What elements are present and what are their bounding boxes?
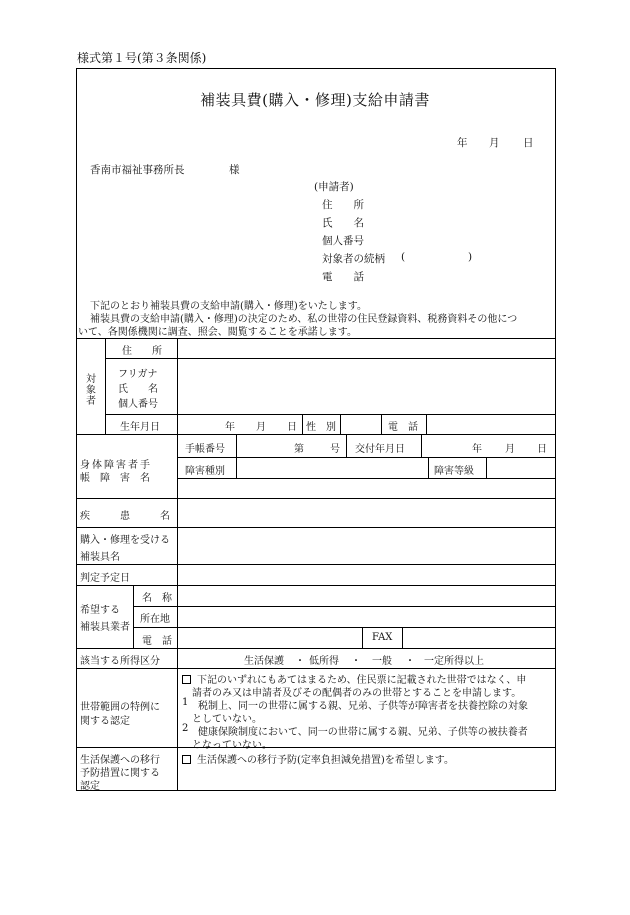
addressee-name: 香南市福祉事務所長 — [90, 164, 185, 176]
table-rule — [381, 414, 382, 434]
device-label-line-2: 補装具名 — [80, 552, 120, 563]
subject-personal-number-label: 個人番号 — [118, 399, 158, 410]
form-title: 補装具費(購入・修理)支給申請書 — [200, 91, 430, 109]
vendor-fax-label: FAX — [372, 632, 393, 643]
table-rule — [402, 627, 403, 648]
applicant-address-label: 住 所 — [322, 199, 364, 211]
disability-type-label: 障害種別 — [185, 466, 225, 477]
issue-date-label: 交付年月日 — [355, 444, 405, 455]
table-rule — [105, 358, 556, 359]
income-option-welfare: 生活保護 — [244, 656, 284, 667]
date-month-label: 月 — [489, 137, 500, 149]
income-separator: ・ — [405, 656, 415, 667]
table-rule — [486, 457, 487, 478]
table-rule — [76, 648, 556, 649]
subject-sex-label: 性 別 — [306, 422, 336, 433]
device-label-line-1: 購入・修理を受ける — [80, 535, 170, 546]
table-rule — [177, 338, 178, 791]
table-rule — [133, 585, 134, 648]
table-rule — [76, 668, 556, 669]
statement-line-3: いて、各関係機関に調査、照会、閲覧することを承諾します。 — [78, 327, 357, 338]
subject-furigana-label: フリガナ — [118, 369, 158, 380]
applicant-personal-number-label: 個人番号 — [322, 235, 364, 247]
handbook-number-label: 手帳番号 — [185, 444, 225, 455]
household-label-line-1: 世帯範囲の特例に — [80, 702, 160, 713]
date-year-label: 年 — [457, 137, 468, 149]
household-item-2-line-2: となっていない。 — [192, 740, 272, 751]
subject-address-label: 住 所 — [122, 346, 162, 357]
applicant-relationship-open: ( — [401, 251, 406, 263]
statement-line-1: 下記のとおり補装具費の支給申請(購入・修理)をいたします。 — [90, 301, 368, 312]
subject-label-1: 対 — [86, 374, 96, 385]
table-rule — [362, 627, 363, 648]
birth-day-label: 日 — [287, 422, 297, 433]
income-option-high: 一定所得以上 — [424, 656, 484, 667]
welfare-label-line-2: 予防措置に関する — [80, 768, 160, 779]
issue-year-label: 年 — [472, 444, 482, 455]
income-separator: ・ — [351, 656, 361, 667]
vendor-location-label: 所在地 — [140, 614, 170, 625]
applicant-heading: (申請者) — [314, 181, 354, 193]
household-item-1-line-1: 税制上、同一の世帯に属する親、兄弟、子供等が障害者を扶養控除の対象 — [198, 701, 528, 712]
table-rule — [76, 564, 556, 565]
income-label: 該当する所得区分 — [80, 656, 160, 667]
welfare-transition-row — [182, 751, 454, 766]
household-item-2-no: 2 — [182, 723, 189, 734]
income-option-general: 一般 — [372, 656, 392, 667]
welfare-label-line-3: 認定 — [80, 781, 100, 792]
disability-grade-label: 障害等級 — [434, 466, 474, 477]
household-exception-checkbox[interactable] — [182, 675, 191, 684]
income-option-low: 低所得 — [309, 656, 339, 667]
table-rule — [76, 498, 556, 499]
illness-label: 疾 患 名 — [80, 511, 170, 522]
table-rule — [133, 627, 556, 628]
table-rule — [76, 434, 556, 435]
household-line-1: 下記のいずれにもあてはまるため、住民票に記載された世帯ではなく、申 — [197, 675, 527, 686]
table-rule — [177, 457, 556, 458]
handbook-number-suffix: 号 — [330, 444, 340, 455]
household-line-2: 請者のみ又は申請者及びその配偶者のみの世帯とすることを申請します。 — [192, 688, 522, 699]
household-item-2-line-1: 健康保険制度において、同一の世帯に属する親、兄弟、子供等の被扶養者 — [198, 727, 528, 738]
table-rule — [105, 414, 556, 415]
vendor-name-label: 名 称 — [142, 593, 172, 604]
subject-name-label: 氏 名 — [118, 384, 158, 395]
welfare-transition-checkbox[interactable] — [182, 755, 191, 764]
issue-month-label: 月 — [505, 444, 515, 455]
judgment-date-label: 判定予定日 — [80, 573, 130, 584]
table-rule — [426, 414, 427, 434]
applicant-relationship-label: 対象者の続柄 — [322, 253, 385, 265]
applicant-name-label: 氏 名 — [322, 217, 364, 229]
table-rule — [236, 457, 237, 478]
table-rule — [133, 606, 556, 607]
addressee-honorific: 様 — [229, 164, 240, 176]
table-rule — [302, 414, 303, 434]
vendor-label-line-1: 希望する — [80, 605, 120, 616]
subject-label-3: 者 — [86, 396, 96, 407]
table-rule — [177, 478, 556, 479]
subject-phone-label: 電 話 — [388, 422, 418, 433]
table-rule — [76, 338, 556, 339]
handbook-number-prefix: 第 — [294, 444, 304, 455]
household-item-1-line-2: としていない。 — [192, 714, 262, 725]
statement-line-2: 補装具費の支給申請(購入・修理)の決定のため、私の世帯の住民登録資料、税務資料その他につ — [90, 314, 518, 325]
form-number: 様式第１号(第３条関係) — [77, 51, 207, 65]
table-rule — [340, 414, 341, 434]
income-separator: ・ — [295, 656, 305, 667]
subject-birthdate-label: 生年月日 — [120, 422, 160, 433]
birth-year-label: 年 — [225, 422, 235, 433]
table-rule — [76, 747, 556, 748]
birth-month-label: 月 — [256, 422, 266, 433]
applicant-phone-label: 電 話 — [322, 271, 364, 283]
issue-day-label: 日 — [537, 444, 547, 455]
applicant-relationship-close: ) — [468, 251, 473, 263]
table-rule — [76, 527, 556, 528]
table-rule — [346, 434, 347, 457]
handbook-label-line-2: 帳 障 害 名 — [80, 473, 150, 484]
household-item-1-no: 1 — [182, 697, 189, 708]
date-day-label: 日 — [523, 137, 534, 149]
subject-label-2: 象 — [86, 385, 96, 396]
table-rule — [105, 338, 106, 434]
handbook-label-line-1: 身体障害者手 — [80, 460, 152, 471]
household-label-line-2: 関する認定 — [80, 716, 130, 727]
table-rule — [421, 434, 422, 457]
vendor-label-line-2: 補装具業者 — [80, 622, 130, 633]
vendor-phone-label: 電 話 — [142, 636, 172, 647]
welfare-label-line-1: 生活保護への移行 — [80, 755, 160, 766]
table-rule — [428, 457, 429, 478]
table-rule — [76, 585, 556, 586]
welfare-transition-text: 生活保護への移行予防(定率負担減免措置)を希望します。 — [197, 755, 455, 766]
table-rule — [236, 434, 237, 457]
